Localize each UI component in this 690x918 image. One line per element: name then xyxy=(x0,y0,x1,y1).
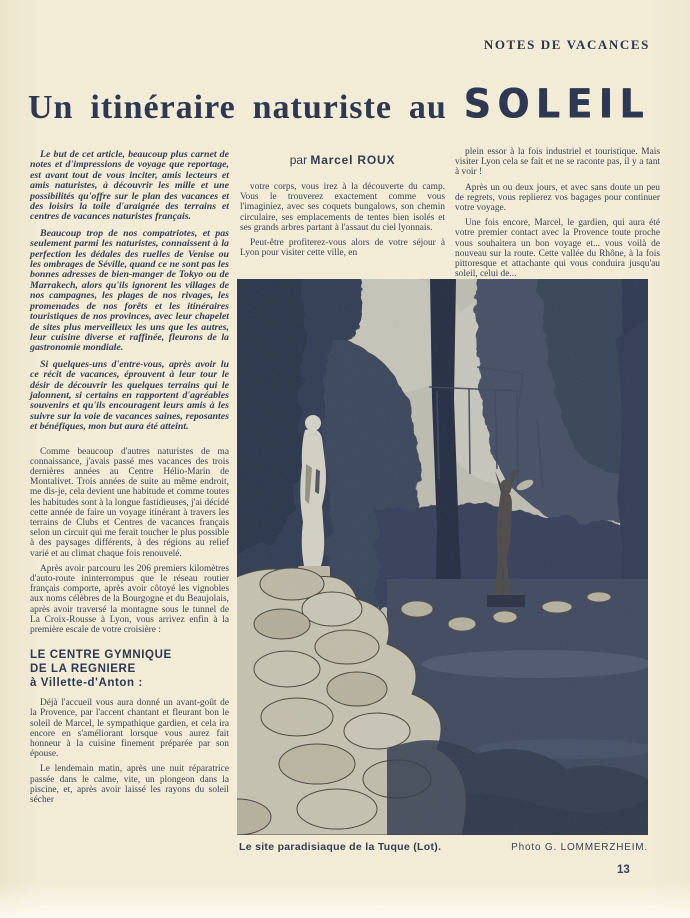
body-paragraph: votre corps, vous irez à la découverte du camp. Vous le trouverez exactement comme vous l'imaginiez, avec ses coquets bungalows, son chemin circulaire, ses emplacements de tentes bien isolés et ses grands arbres partant à l'assaut du ciel lyonnais. xyxy=(240,182,445,233)
body-paragraph: Peut-être profiterez-vous alors de votre séjour à Lyon pour visiter cette ville, en xyxy=(240,238,445,259)
lead-paragraph: Le but de cet article, beaucoup plus carnet de notes et d'impressions de voyage que reportage, est avant tout de vous inciter, amis lecteurs et amis naturistes, à découvrir les mille et une possibilités qu'offre sur le plan des vacances et des loisirs la toile d'araignée des terrains et centres de vacances naturistes français. xyxy=(30,149,229,223)
body-paragraph: Déjà l'accueil vous aura donné un avant-goût de la Provence, par l'accent chantant et fleurant bon le soleil de Marcel, le sympathique gardien, et cela ira encore en s'améliorant lorsque vous aurez fait honneur à la cuisine finement préparée par son épouse. xyxy=(30,698,229,760)
right-column xyxy=(455,147,660,284)
middle-column xyxy=(240,182,445,263)
body-paragraph: Comme beaucoup d'autres naturistes de ma connaissance, j'avais passé mes vacances des trois dernières années au Centre Hélio-Marin de Montalivet. Trois années de suite au même endroit, me dis-je, cela devient une habitude et comme toutes les habitudes sont à la longue fastidieuses, j'ai décidé cette année de faire un voyage itinérant à travers les terrains de Clubs et Centres de vacances français selon un circuit qui me ferait toucher le plus possible à des paysages différents, à des régions au relief varié et au climat chaque fois renouvelé. xyxy=(30,446,229,559)
page-number: 13 xyxy=(617,864,630,876)
photo-caption: Le site paradisiaque de la Tuque (Lot). xyxy=(239,841,442,853)
section-heading xyxy=(30,648,229,690)
title-accent: SOLEIL xyxy=(463,80,650,127)
photo-credit: Photo G. LOMMERZHEIM. xyxy=(511,842,648,853)
title-word: au xyxy=(408,89,447,126)
photo-caption-row xyxy=(239,841,648,853)
section-heading-location: à Villette-d'Anton : xyxy=(30,677,143,690)
left-column xyxy=(30,150,229,810)
byline-prefix: par xyxy=(289,153,308,167)
article-title xyxy=(28,80,650,127)
title-word: naturiste xyxy=(252,89,392,126)
article-photo xyxy=(237,279,648,835)
title-word: Un xyxy=(28,89,74,126)
section-heading-line: DE LA REGNIERE xyxy=(30,663,136,676)
body-paragraph: plein essor à la fois industriel et touristique. Mais visiter Lyon cela se fait et ne se raconte pas, il y a tant à voir ! xyxy=(455,147,660,178)
title-word: itinéraire xyxy=(90,89,236,126)
byline xyxy=(240,153,445,167)
section-kicker: NOTES DE VACANCES xyxy=(483,37,650,52)
body-paragraph: Une fois encore, Marcel, le gardien, qui aura été votre premier contact avec la Provence toute proche vous souhaitera un bon voyage et... vous voilà de nouveau sur la route. Cette vallée du Rhône, à la fois pittoresque et attachante qui vous conduira jusqu'au soleil, celui de... xyxy=(455,218,660,280)
lead-paragraph: Si quelques-uns d'entre-vous, après avoir lu ce récit de vacances, éprouvent à leur tour le désir de découvrir les quelques terrains qui le jalonnent, si certains en rapportent d'agréables souvenirs et qu'ils encouragent leurs amis à les suivre sur la voie de vacances saines, reposantes et bénéfiques, mon but aura été atteint. xyxy=(30,358,229,433)
body-paragraph: Après avoir parcouru les 206 premiers kilomètres d'auto-route ininterrompus que le réseau routier français comporte, après avoir côtoyé les vignobles aux noms célèbres de la Bourgogne et du Beaujolais, après avoir traversé la montagne sous le tunnel de La Croix-Rousse à Lyon, vous arrivez enfin à la première escale de votre croisière : xyxy=(30,563,229,636)
section-heading-line: LE CENTRE GYMNIQUE xyxy=(30,649,172,662)
garden-statues-photo-illustration xyxy=(237,279,648,835)
body-paragraph: Après un ou deux jours, et avec sans doute un peu de regrets, vous replierez vos bagages pour continuer votre voyage. xyxy=(455,182,660,214)
byline-author: Marcel ROUX xyxy=(310,153,396,167)
body-paragraph: Le lendemain matin, après une nuit réparatrice passée dans le calme, vite, un plongeon dans la piscine, et, après avoir laissé les rayons du soleil sécher xyxy=(30,764,229,806)
lead-paragraph: Beaucoup trop de nos compatriotes, et pas seulement parmi les naturistes, connaissent à la perfection les dédales des ruelles de Venise ou les ombrages de Séville, quand ce ne sont pas les bonnes adresses de bien-manger de Tokyo ou de Marrakech, alors qu'ils ignorent les villages de nos campagnes, les plages de nos rivages, les promenades de nos forêts et les itinéraires touristiques de nos provinces, avec leur chapelet de sites plus merveilleux les uns que les autres, leur cuisine diverse et raffinée, fleurons de la gastronomie mondiale. xyxy=(30,227,229,354)
